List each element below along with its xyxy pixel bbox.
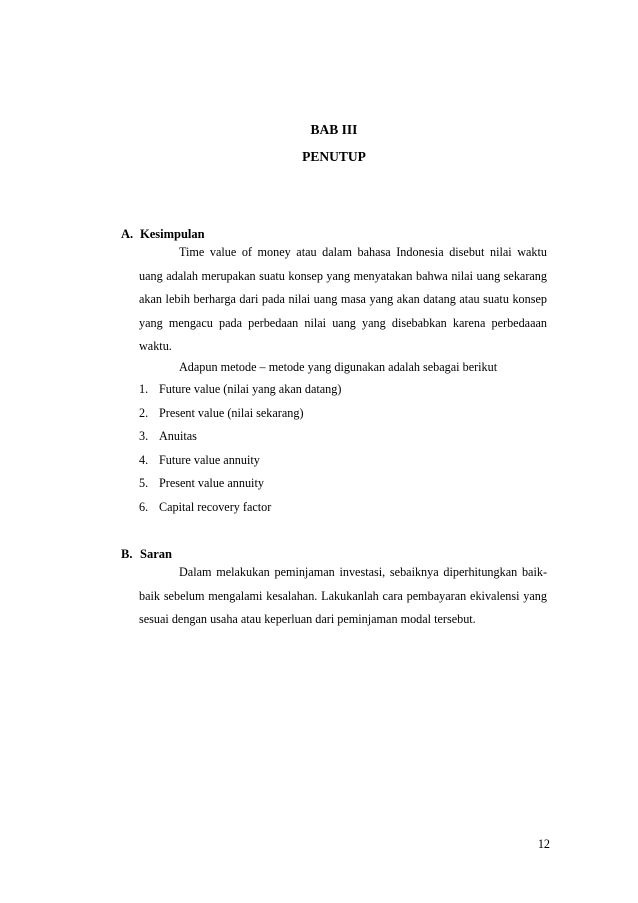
list-item (139, 472, 549, 496)
list-text: Capital recovery factor (159, 499, 272, 514)
chapter-title: PENUTUP (302, 149, 366, 164)
section-heading-saran (121, 546, 172, 562)
kesimpulan-paragraph-2: Adapun metode – metode yang digunakan adalah sebagai berikut (179, 360, 498, 374)
page-number: 12 (537, 837, 550, 851)
section-heading-kesimpulan (121, 226, 205, 242)
list-text: Future value annuity (159, 452, 260, 467)
list-text: Present value (nilai sekarang) (159, 405, 304, 420)
list-number: 6. (139, 499, 149, 514)
list-text: Future value (nilai yang akan datang) (159, 382, 342, 396)
list-text: Anuitas (159, 429, 197, 444)
list-number: 3. (139, 429, 149, 444)
list-item (139, 378, 549, 402)
list-number: 4. (139, 452, 149, 467)
list-number: 5. (139, 476, 149, 491)
list-text: Present value annuity (159, 476, 264, 491)
list-number: 1. (139, 382, 149, 396)
chapter-number: BAB III (310, 122, 358, 137)
list-item (139, 449, 549, 473)
section-letter: B. (121, 547, 133, 561)
section-title: Saran (140, 547, 172, 561)
kesimpulan-paragraph-1: Time value of money atau dalam bahasa Indonesia disebut nilai waktu uang adalah merupakan suatu konsep yang menyatakan bahwa nilai uang sekarang akan lebih berharga dari pada nilai uang masa yang akan datang atau suatu konsep yang mengacu pada perbedaan nilai uang yang disebabkan karena perbedaaan waktu. (139, 245, 547, 353)
list-item (139, 496, 549, 520)
method-list (139, 378, 549, 520)
list-item (139, 425, 549, 449)
list-item (139, 402, 549, 426)
section-letter: A. (121, 227, 134, 241)
section-title: Kesimpulan (140, 227, 205, 241)
saran-paragraph: Dalam melakukan peminjaman investasi, sebaiknya diperhitungkan baik-baik sebelum mengalami kesalahan. Lakukanlah cara pembayaran ekivalensi yang sesuai dengan usaha atau keperluan dari peminjaman modal tersebut. (139, 565, 547, 626)
list-number: 2. (139, 405, 149, 420)
